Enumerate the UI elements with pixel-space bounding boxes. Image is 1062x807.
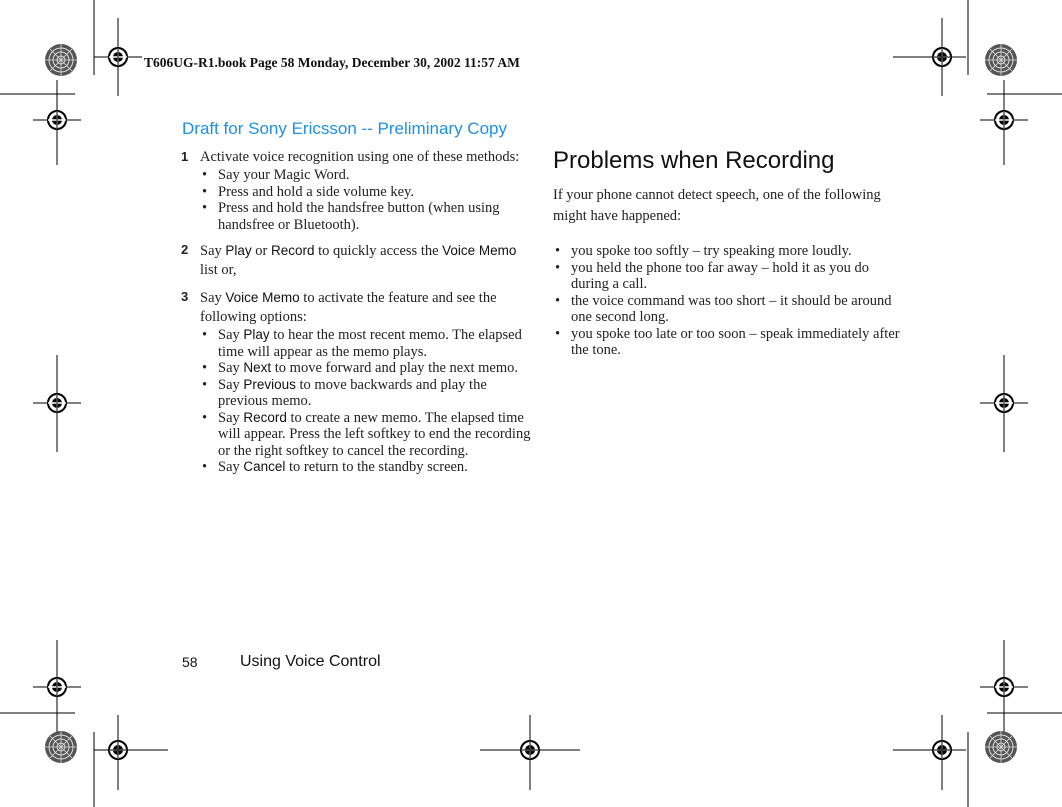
step-3-text [200,288,537,327]
option-description: to move backwards and play the previous memo. [218,376,487,409]
option-description: to move forward and play the next memo. [271,360,518,376]
list-item: • you held the phone too far away – hold it as you do during a call. [553,260,909,293]
say-word: Say [218,376,244,393]
step-2-text [200,241,537,280]
draft-notice: Draft for Sony Ericsson -- Preliminary Copy [182,119,507,138]
keyword-cancel: Cancel [243,459,286,474]
left-column [181,148,537,484]
step-1-number: 1 [181,149,189,164]
list-item: • you spoke too softly – try speaking more loudly. [553,243,909,260]
step-3 [181,288,537,476]
say-word: Say [218,459,244,475]
list-item: • Press and hold a side volume key. [200,184,537,201]
say-word: Say [200,290,226,306]
footer-section-title: Using Voice Control [240,653,381,670]
keyword-play: Play [225,243,252,258]
step-2 [181,241,537,280]
list-item [200,459,537,476]
option-description: to hear the most recent memo. The elapsed time will appear as the memo plays. [218,327,522,360]
keyword-previous: Previous [243,376,296,392]
list-item: • Press and hold the handsfree button (when using handsfree or Bluetooth). [200,200,537,233]
step-3-bullets [200,327,537,476]
step-1-text: Activate voice recognition using one of these methods: [200,149,520,165]
connector-text: to quickly access the [314,243,443,259]
list-item [200,360,537,377]
problem-bullets [553,243,909,359]
keyword-record: Record [270,243,315,258]
list-item [200,327,537,360]
list-item: • the voice command was too short – it should be around one second long. [553,293,909,326]
keyword-voice-memo: Voice Memo [442,243,517,258]
option-description: to return to the standby screen. [285,459,468,475]
say-word: Say [218,327,244,343]
list-item [200,410,537,460]
step-3-number: 3 [181,289,189,304]
say-word: Say [218,360,244,376]
step-1 [181,148,537,233]
section-title: Problems when Recording [553,147,835,174]
connector-text: or [251,243,271,259]
keyword-voice-memo: Voice Memo [225,290,300,305]
list-item: • you spoke too late or too soon – speak immediately after the tone. [553,326,909,359]
section-intro: If your phone cannot detect speech, one of the following might have happened: [553,187,881,224]
option-description: to create a new memo. The elapsed time will appear. Press the left softkey to end the recording or the right softkey to cancel the recording. [218,409,531,459]
step-2-number: 2 [181,242,189,257]
keyword-record: Record [243,409,287,425]
list-item [200,377,537,410]
keyword-play: Play [243,327,270,342]
keyword-next: Next [243,360,272,375]
book-header-line: T606UG-R1.book Page 58 Monday, December 30, 2002 11:57 AM [144,55,520,70]
step-3-description: to activate the feature and see the following options: [200,290,497,325]
list-item: • Say your Magic Word. [200,167,537,184]
connector-text: list or, [200,262,237,278]
step-1-bullets [200,167,537,233]
say-word: Say [218,409,244,426]
right-column [553,146,909,359]
page-number: 58 [182,654,198,670]
say-word: Say [200,243,226,259]
